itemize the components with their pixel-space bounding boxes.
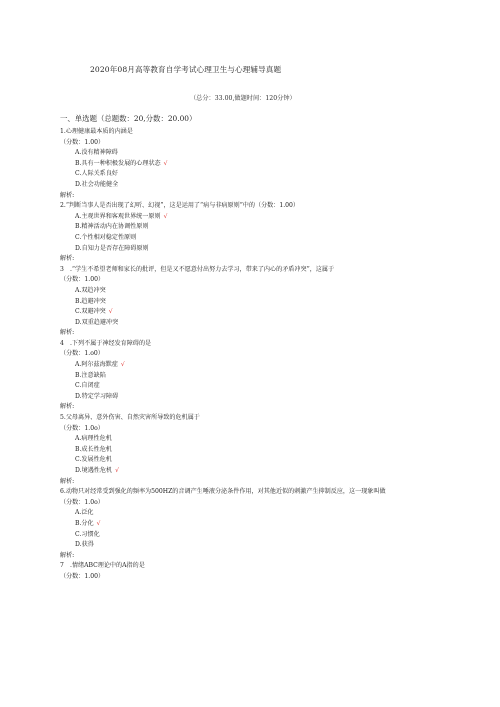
question-stem: 5.父母离异、意外伤害、自然灾害所导致的危机属于 [60, 414, 200, 422]
option-text: C.个性相对稳定性原则 [75, 233, 137, 241]
answer-option [60, 530, 420, 541]
option-text: A.双趋冲突 [75, 286, 106, 294]
answer-option [60, 212, 420, 223]
option-text: B.注意缺陷 [75, 371, 106, 379]
answer-option [60, 540, 420, 551]
option-text: A.泛化 [75, 509, 94, 517]
answer-option [60, 434, 420, 445]
answer-option [60, 360, 420, 371]
option-text: A.没有精神障碍 [75, 149, 118, 157]
correct-answer-check-icon: √ [115, 467, 119, 474]
correct-answer-check-icon: √ [108, 308, 113, 316]
option-text: B.分化 [75, 519, 94, 527]
option-text: B.趋避冲突 [75, 297, 106, 305]
answer-option [60, 318, 420, 329]
exam-meta: （总分：33.00,做题时间：120分钟） [190, 95, 296, 102]
correct-answer-check-icon: √ [96, 519, 101, 527]
answer-option [60, 180, 420, 191]
question-score: （分数：1.00） [60, 276, 105, 284]
question-stem: 4 .下列不属于神经发育障碍的是 [60, 339, 152, 347]
option-text: D.双重趋避冲突 [75, 318, 119, 326]
option-text: D.特定学习障碍 [75, 392, 119, 400]
page-title: 2020年08月高等教育自学考试心理卫生与心理辅导真题 [90, 65, 282, 74]
correct-answer-check-icon: √ [120, 361, 125, 369]
question-score: （分数：1.00） [60, 138, 105, 146]
option-text: B.精神活动内在协调性原则 [75, 223, 149, 231]
question-stem: 2.“判断当事人是否出现了幻听、幻视”，这是运用了“病与非病原则”中的（分数：1.00） [60, 202, 300, 210]
option-text: D.自知力是否存在障碍原则 [75, 244, 149, 252]
answer-option [60, 286, 420, 297]
option-text: B.成长性危机 [75, 445, 112, 453]
question-list [60, 127, 420, 583]
answer-option [60, 244, 420, 255]
question-score: （分数：1.0o） [60, 498, 104, 506]
option-text: B.具有一种积极发展的心理状态 [75, 159, 161, 167]
analysis-label: 解析: [60, 551, 75, 559]
correct-answer-check-icon: √ [163, 212, 168, 220]
answer-option [60, 297, 420, 308]
analysis-label: 解析: [60, 255, 75, 263]
analysis-label: 解析: [60, 329, 75, 337]
answer-option [60, 508, 420, 519]
answer-option [60, 455, 420, 466]
option-text: D.境遇性危机 [75, 467, 113, 474]
question-stem: 1.心理健康最本质的内涵是 [60, 128, 133, 135]
correct-answer-check-icon: √ [163, 159, 168, 167]
answer-option [60, 233, 420, 244]
question-score: （分数：1.0o） [60, 424, 104, 432]
question-stem: 6.动物只对经常受到强化的频率为500HZ的音调产生唾液分泌条件作用，对其他近似的刺激产生抑制反应，这一现象叫做 [60, 488, 386, 496]
option-text: C.习惯化 [75, 530, 100, 538]
answer-option [60, 148, 420, 159]
answer-option [60, 307, 420, 318]
analysis-label: 解析: [60, 403, 75, 411]
answer-option [60, 519, 420, 530]
answer-option [60, 381, 420, 392]
answer-option [60, 392, 420, 403]
analysis-label: 解析: [60, 191, 75, 199]
answer-option [60, 159, 420, 170]
answer-option [60, 169, 420, 180]
answer-option [60, 371, 420, 382]
answer-option [60, 222, 420, 233]
analysis-label: 解析: [60, 477, 75, 485]
option-text: D.获得 [75, 541, 94, 549]
answer-option [60, 445, 420, 456]
option-text: A.病理性危机 [75, 435, 112, 443]
option-text: A.阿尔兹海默症 [75, 361, 118, 369]
option-text: C.双避冲突 [75, 308, 106, 316]
option-text: C.自闭症 [75, 382, 100, 390]
option-text: D.社会功能健全 [75, 180, 119, 188]
option-text: C.人际关系良好 [75, 170, 118, 178]
question-score: （分数：1.00） [60, 572, 105, 580]
question-stem: 3 .“学生不希望老师和家长的批评，但是又不愿意付出努力去学习，带来了内心的矛盾冲突”，这属于 [60, 265, 335, 273]
section-heading: 一、单选题（总题数：20,分数：20.00） [60, 114, 197, 123]
answer-option [60, 466, 420, 477]
option-text: C.发展性危机 [75, 456, 112, 464]
option-text: A.主观世界和客观世界统一原则 [75, 212, 161, 220]
question-score: （分数：1.o0） [60, 350, 104, 358]
question-stem: 7 .情绪ABC理论中的A指的是 [60, 562, 145, 570]
